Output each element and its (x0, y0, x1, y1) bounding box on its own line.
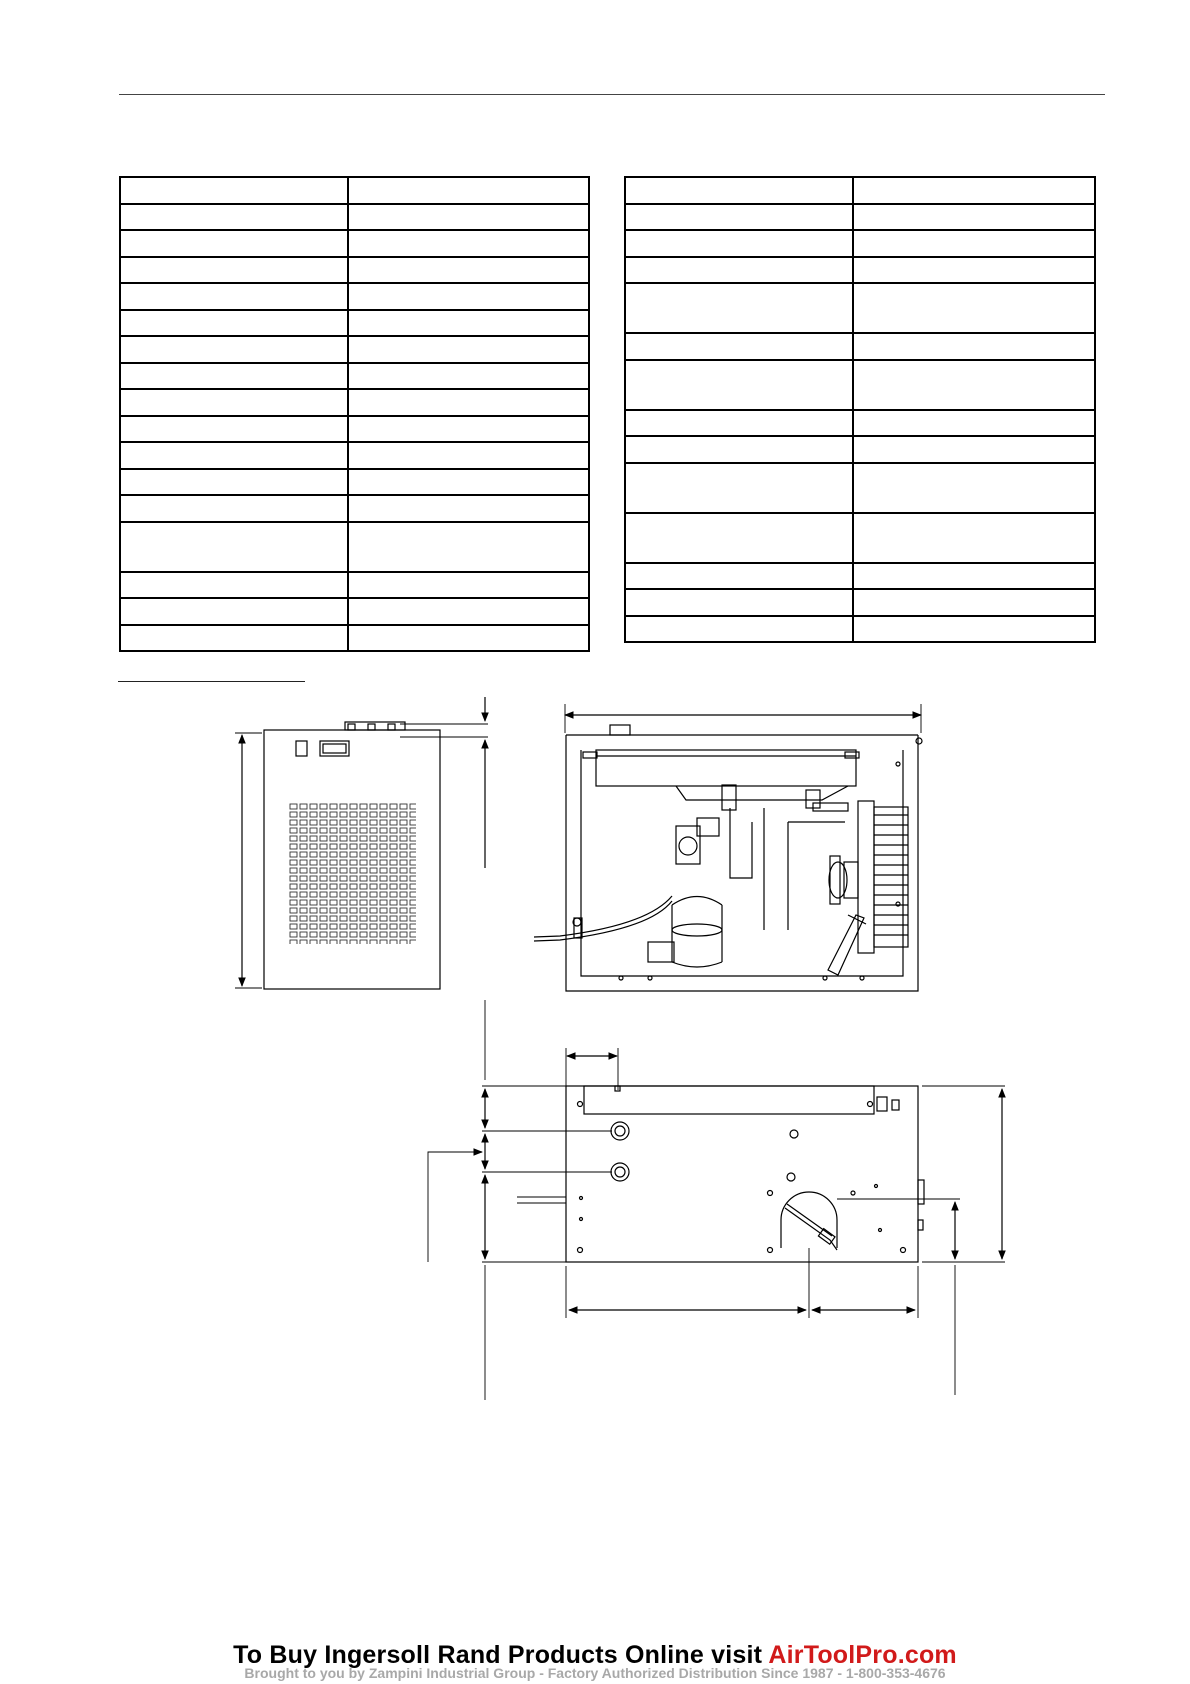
footer-distributor: Brought to you by Zampini Industrial Group - Factory Authorized Distribution Since 1987 - 1-800-353-4676 (244, 1665, 946, 1681)
dryer-front-view-drawing (235, 697, 488, 989)
dryer-side-view-drawing (534, 704, 922, 991)
dryer-bottom-view-drawing (428, 1000, 1005, 1400)
footer-promo-text: To Buy Ingersoll Rand Products Online visit (233, 1641, 769, 1669)
footer-brand-link[interactable]: AirToolPro.com (768, 1641, 957, 1669)
